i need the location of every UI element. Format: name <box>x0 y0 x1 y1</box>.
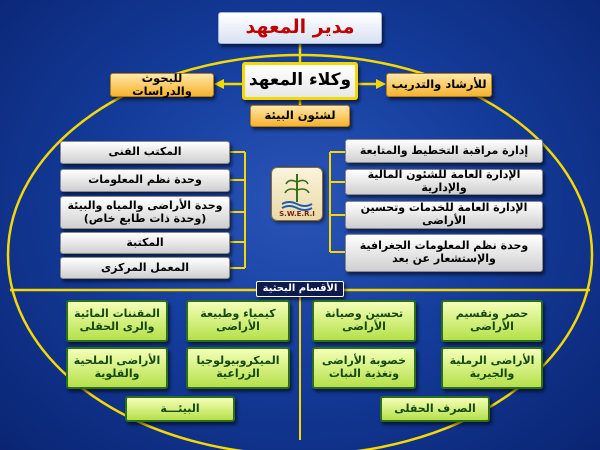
branch-guidance: للأرشاد والتدريب <box>386 73 492 97</box>
branch-research: للبحوث والدراسات <box>110 73 214 97</box>
section-saline-alkaline: الأراضى الملحية والقلوية <box>66 347 168 389</box>
section-environment: البيئـــة <box>125 396 235 422</box>
left-unit-info-systems: وحدة نظم المعلومات <box>60 169 230 192</box>
left-unit-land-water: وحدة الأراضى والمياه والبيئة (وحدة ذات طابع خاص) <box>60 196 230 229</box>
section-microbiology: الميكروبيولوجيا الزراعية <box>186 347 290 389</box>
branch-environment: لشئون البيئة <box>250 105 350 127</box>
director-box: مدير المعهد <box>218 12 382 44</box>
research-sections-label: الأقسام البحثية <box>256 281 344 297</box>
institute-logo <box>271 167 323 221</box>
right-unit-gis: وحدة نظم المعلومات الجغرافية والإستشعار عن بعد <box>345 234 543 272</box>
logo-text: S.W.E.R.I <box>279 210 315 218</box>
left-unit-technical-office: المكتب الفنى <box>60 141 230 164</box>
section-survey-classification: حصر وتقسيم الأراضى <box>441 300 543 342</box>
section-improvement-conservation: تحسين وصيانة الأراضى <box>312 300 416 342</box>
section-chemistry-physics: كيمياء وطبيعة الأراضى <box>186 300 290 342</box>
right-unit-services: الإدارة العامة للخدمات وتحسين الأراضى <box>345 201 543 229</box>
section-sandy-calcareous: الأراضى الرملية والجيرية <box>441 347 543 389</box>
section-fertility-nutrition: خصوبة الأراضى وتغذية النبات <box>312 347 416 389</box>
right-unit-finance: الإدارة العامة للشئون المالية والإدارية <box>345 169 543 195</box>
left-unit-library: المكتبة <box>60 232 230 254</box>
right-unit-planning: إدارة مراقبة التخطيط والمتابعة <box>345 139 543 163</box>
deputies-box: وكلاء المعهد <box>242 62 358 100</box>
section-field-drainage: الصرف الحقلى <box>380 396 490 422</box>
left-unit-central-lab: المعمل المركزى <box>60 257 230 279</box>
section-water-irrigation: المقننات المائية والرى الحقلى <box>66 300 168 342</box>
